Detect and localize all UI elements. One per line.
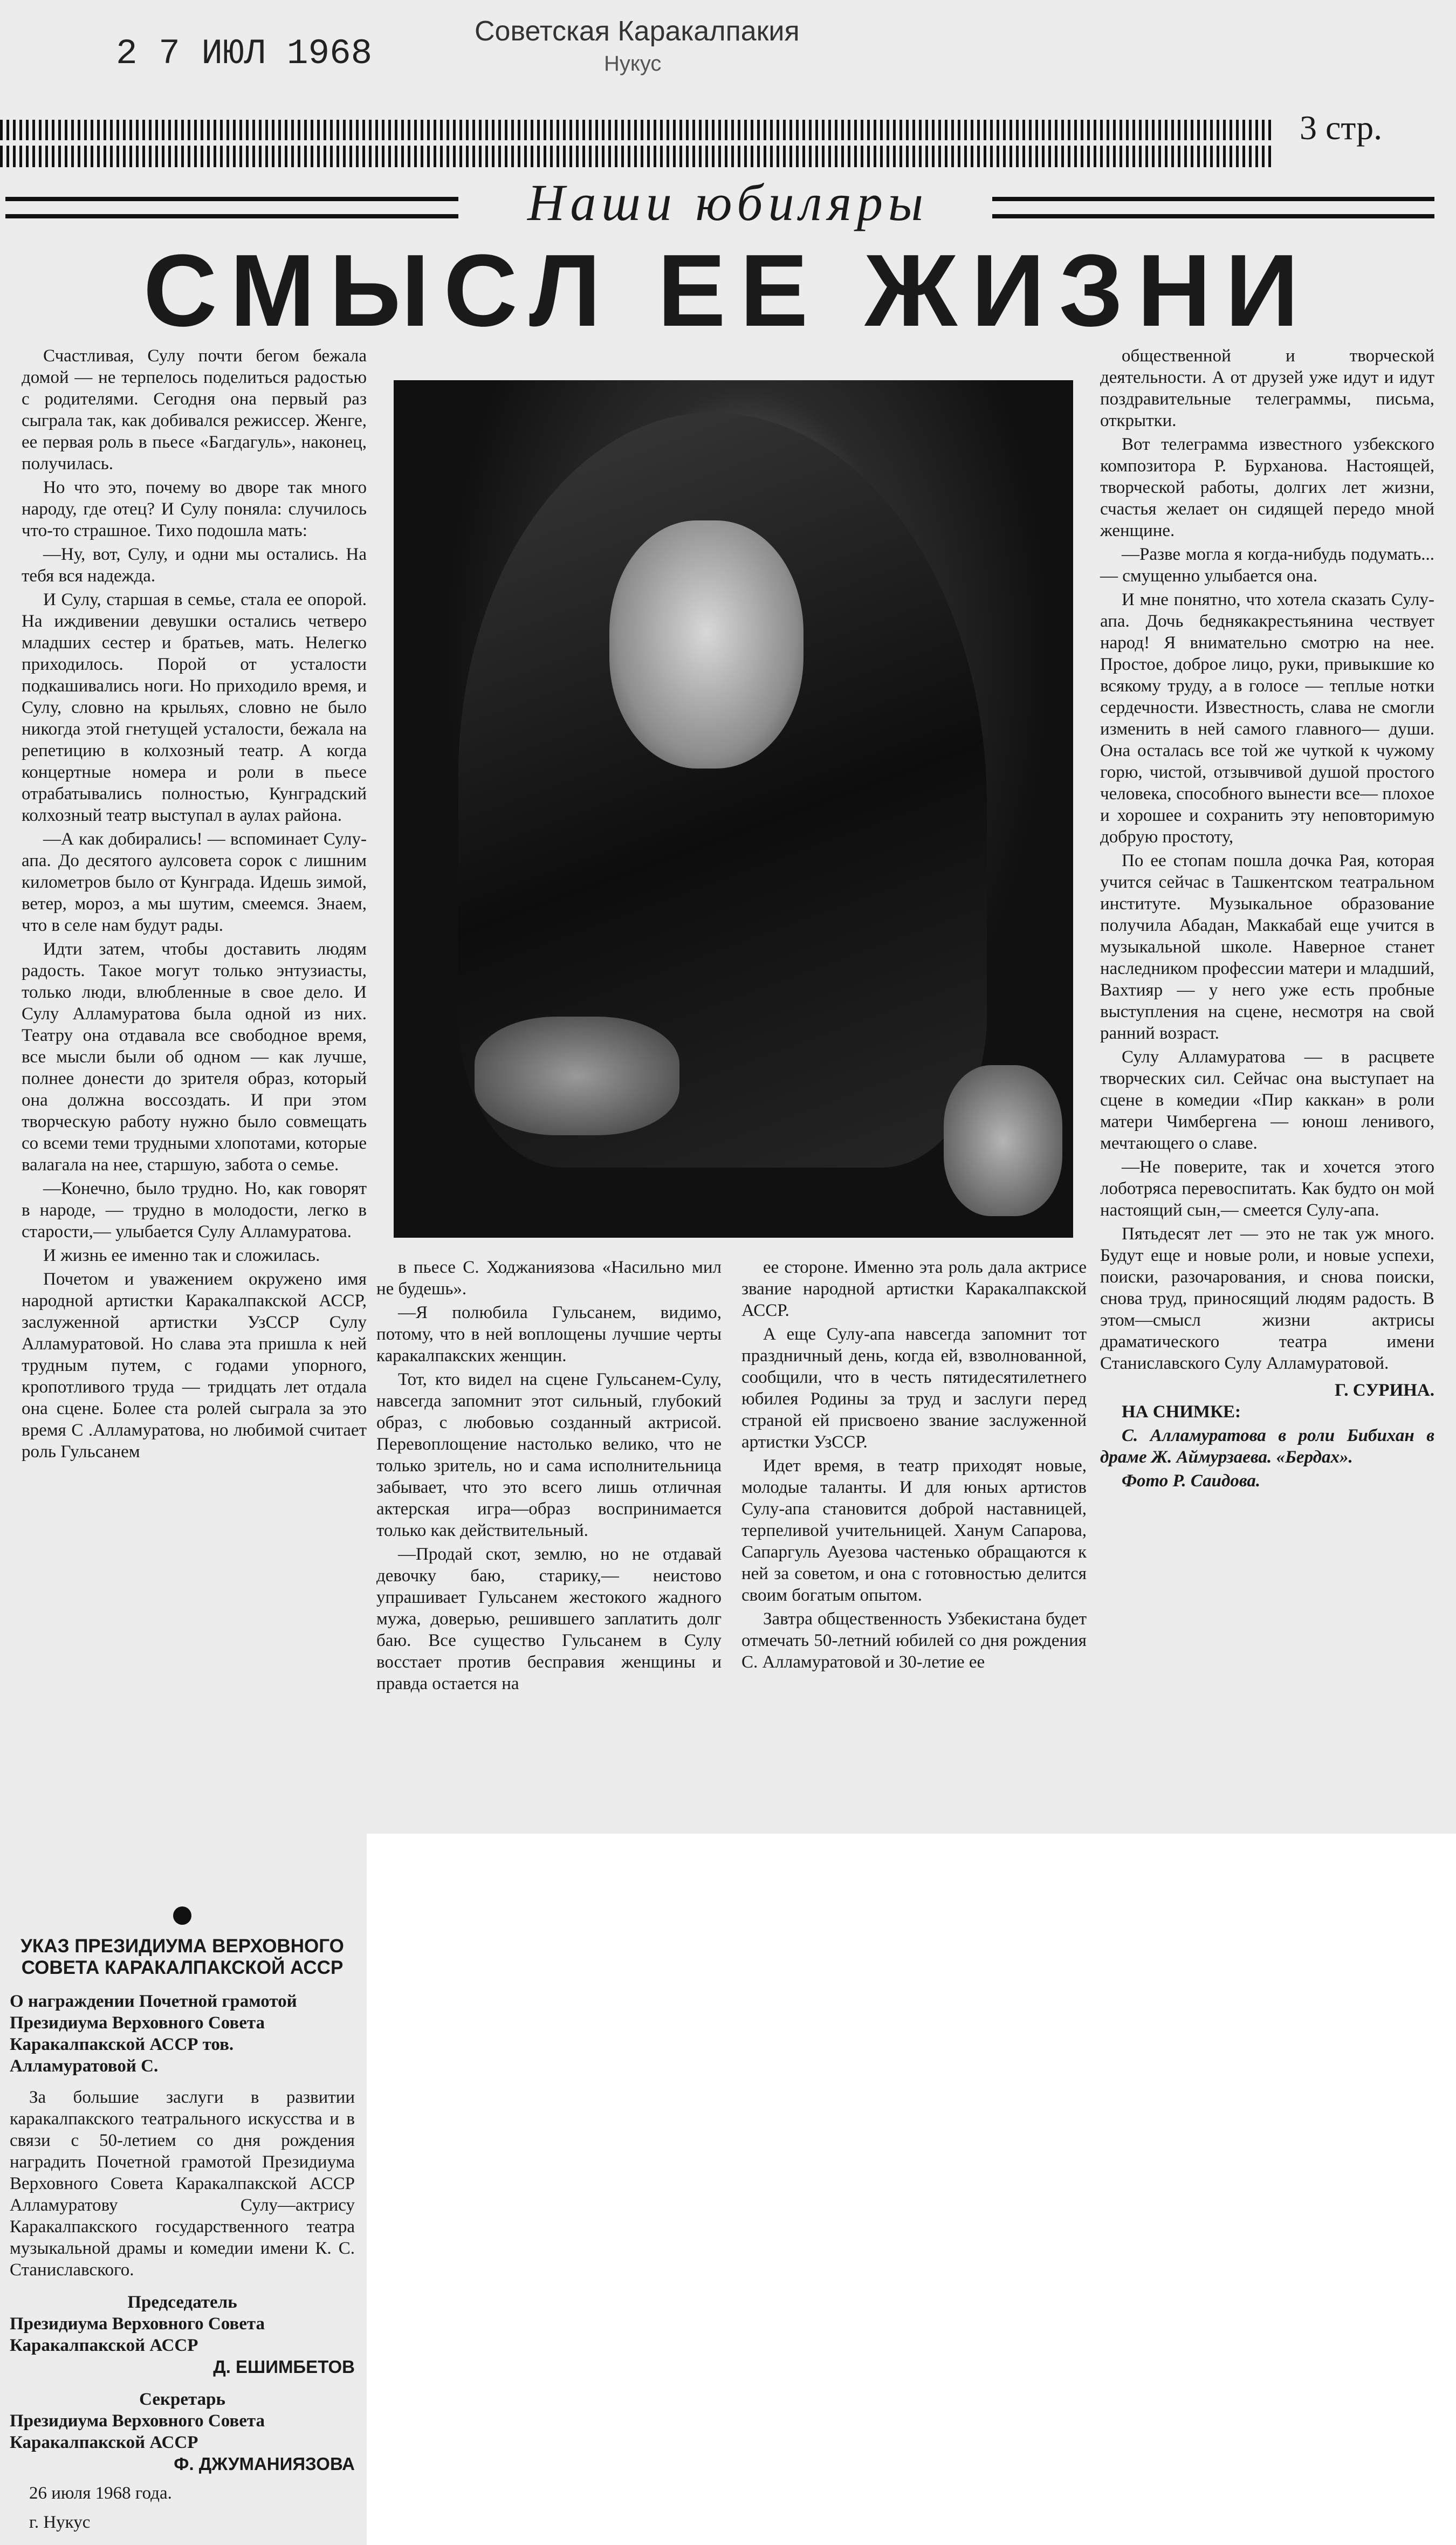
page-number: 3 стр. — [1300, 108, 1383, 147]
article-column-4 — [1100, 345, 1434, 1494]
paragraph: Идти затем, чтобы доставить людям радость. Такое могут только энтузиасты, только люди, влюбленные в свое дело. И Сулу Алламуратова была одной из них. Театру она отдавала все свободное время, все мысли были об одном — как лучше, полнее донести до зрителя образ, который она должна воссоздать. И при этом творческую работу нужно было совмещать со всеми теми трудными хлопотами, которые валагала на нее, старшую, забота о семье. — [22, 939, 367, 1175]
paragraph: Идет время, в театр приходят новые, молодые таланты. И для юных артистов Сулу-апа становится доброй наставницей, терпеливой учительницей. Ханум Сапарова, Сапаргуль Ауезова частенько обращаются к ней за советом, и она с готовностью делится своим богатым опытом. — [741, 1456, 1087, 1605]
article-column-1 — [22, 345, 367, 1465]
paragraph: По ее стопам пошла дочка Рая, которая учится сейчас в Ташкентском театральном институте. Музыкальное образование получила Абадан, Маккабай еще учится в музыкальной школе. Наверное станет наследником профессии матери и младший, Вахтияр — у него уже есть пробные выступления на сцене, несмотря на свой ранний возраст. — [1100, 851, 1434, 1043]
secretary-name: Ф. ДЖУМАНИЯЗОВА — [174, 2454, 355, 2474]
paragraph: Но что это, почему во дворе так много народу, где отец? И Сулу поняла: случилось что-то страшное. Тихо подошла мать: — [22, 478, 367, 540]
paragraph: ее стороне. Именно эта роль дала актрисе звание народной артистки Каракалпакской АССР. — [741, 1258, 1087, 1320]
chair-organization: Президиума Верховного Совета Каракалпакской АССР — [10, 2314, 265, 2355]
chair-role: Председатель — [127, 2293, 237, 2312]
secretary-organization: Президиума Верховного Совета Каракалпакской АССР — [10, 2411, 265, 2452]
newspaper-name-stamp: Советская Каракалпакия — [475, 16, 800, 47]
paragraph: —А как добирались! — вспоминает Сулу-апа. До десятого аулсовета сорок с лишним километров было от Кунграда. Идешь зимой, ветер, мороз, а мы шутим, смеемся. Знаем, что в селе нам будут рады. — [22, 829, 367, 935]
decree-body: За большие заслуги в развитии каракалпакского театрального искусства и в связи с 50-летием со дня рождения наградить Почетной грамотой Президиума Верховного Совета Каракалпакской АССР Алламуратову Сулу—актрису Каракалпакского государственного театра музыкальной драмы и комедии имени К. С. Станиславского. — [10, 2088, 355, 2280]
hand-shape-right — [944, 1065, 1062, 1216]
bullet-dot — [173, 1906, 191, 1925]
paragraph: Завтра общественность Узбекистана будет отмечать 50-летний юбилей со дня рождения С. Алламуратовой и 30-летие ее — [741, 1609, 1087, 1672]
decree-title: УКАЗ ПРЕЗИДИУМА ВЕРХОВНОГО СОВЕТА КАРАКАЛПАКСКОЙ АССР — [20, 1936, 344, 1978]
photo-caption: С. Алламуратова в роли Бибихан в драме Ж. Аймурзаева. «Бердах». — [1100, 1426, 1434, 1467]
rubric-rule-right — [992, 197, 1434, 218]
paragraph: Счастливая, Сулу почти бегом бежала домой — не терпелось поделиться радостью с родителями. Сегодня она первый раз сыграла так, как добивался режиссер. Женге, ее первая роль в пьесе «Багдагуль», наконец, получилась. — [22, 346, 367, 474]
article-column-3 — [741, 1257, 1087, 1675]
paragraph: Сулу Алламуратова — в расцвете творческих сил. Сейчас она выступает на сцене в комедии «Пир каккан» в роли матери Чимбергена — юнош ленивого, мечтающего о славе. — [1100, 1047, 1434, 1153]
masthead-rule — [0, 120, 1273, 167]
paragraph: И Сулу, старшая в семье, стала ее опорой. На иждивении девушки остались четверо младших сестер и братьев, мать. Нелегко приходилось. Порой от усталости подкашивались ноги. Но приходило время, и Сулу, словно на крыльях, словно не было никогда этой гнетущей усталости, бежала на репетицию в колхозный театр. А когда концертные номера и роли в пьесе отрабатывались полностью, Кунградский колхозный театр выступал в аулах района. — [22, 590, 367, 825]
rubric-rule-left — [5, 197, 458, 218]
paragraph: И мне понятно, что хотела сказать Сулу-апа. Дочь беднякакрестьянина чествует народ! Я внимательно смотрю на нее. Простое, доброе лицо, руки, привыкшие ко всякому труду, а в голосе — теплые нотки сердечности. Известность, слава не смогли изменить в ней самого главного— души. Она осталась все той же чуткой к чужому горю, чистой, отзывчивой душой простого человека, способного вынести все— плохое и хорошее и сохранить эту неповторимую добрую простоту, — [1100, 590, 1434, 847]
hand-shape-left — [475, 1017, 679, 1135]
paragraph: Вот телеграмма известного узбекского композитора Р. Бурханова. Настоящей, творческой работы, долгих лет жизни, счастья желает он сидящей передо мной женщине. — [1100, 435, 1434, 540]
face-shape — [609, 520, 803, 769]
photo-credit: Фото Р. Саидова. — [1122, 1471, 1261, 1491]
paragraph: —Конечно, было трудно. Но, как говорят в народе, — трудно в молодости, легко в старости,— улыбается Сулу Алламуратова. — [22, 1179, 367, 1241]
author-signature: Г. СУРИНА. — [1335, 1381, 1434, 1400]
paragraph: —Не поверите, так и хочется этого лоботряса перевоспитать. Как будто он мой настоящий сын,— смеется Сулу-апа. — [1100, 1157, 1434, 1220]
actress-photo — [394, 380, 1073, 1238]
secretary-role: Секретарь — [139, 2390, 225, 2409]
paragraph: —Продай скот, землю, но не отдавай девочку баю, старику,— неистово упрашивает Гульсанем жестокого жадного мужа, доверью, решившего заплатить долг баю. Все существо Гульсанем в Сулу восстает против бесправия женщины и правда остается на — [376, 1545, 722, 1693]
city-stamp: Нукус — [604, 52, 662, 76]
decree — [10, 1906, 355, 2533]
paragraph: —Ну, вот, Сулу, и одни мы остались. На тебя вся надежда. — [22, 545, 367, 586]
date-stamp: 2 7 ИЮЛ 1968 — [116, 33, 373, 74]
paragraph: в пьесе С. Ходжаниязова «Насильно мил не будешь». — [376, 1258, 722, 1299]
decree-place: г. Нукус — [29, 2513, 91, 2532]
rubric: Наши юбиляры — [527, 174, 929, 231]
decree-date: 26 июля 1968 года. — [29, 2484, 172, 2503]
headline: СМЫСЛ ЕЕ ЖИЗНИ — [143, 234, 1313, 348]
photo-caption-heading: НА СНИМКЕ: — [1122, 1402, 1241, 1422]
decree-subtitle: О награждении Почетной грамотой Президиума Верховного Совета Каракалпакской АССР тов. Алламуратовой С. — [10, 1992, 297, 2076]
paragraph: И жизнь ее именно так и сложилась. — [43, 1246, 320, 1265]
paragraph: Почетом и уважением окружено имя народной артистки Каракалпакской АССР, заслуженной артистки УзССР Сулу Алламуратовой. Но слава эта пришла к ней трудным путем, с годами упорного, кропотливого труда — тридцать лет отдала она сцене. Более ста ролей сыграла за это время С .Алламуратова, но любимой считает роль Гульсанем — [22, 1270, 367, 1462]
paragraph: Пятьдесят лет — это не так уж много. Будут еще и новые роли, и новые успехи, поиски, разочарования, и снова поиски, снова труд, приносящий людям радость. В этом—смысл жизни актрисы драматического театра имени Станиславского Сулу Алламуратовой. — [1100, 1224, 1434, 1373]
paragraph: общественной и творческой деятельности. А от друзей уже идут и идут поздравительные телеграммы, письма, открытки. — [1100, 346, 1434, 430]
paragraph: —Разве могла я когда-нибудь подумать...— смущенно улыбается она. — [1100, 545, 1434, 586]
paragraph: А еще Сулу-апа навсегда запомнит тот праздничный день, когда ей, взволнованной, сообщили, что в честь пятидесятилетнего юбилея Родины за труд и заслуги перед страной ей присвоено звание заслуженной артистки УзССР. — [741, 1325, 1087, 1452]
chair-name: Д. ЕШИМБЕТОВ — [213, 2357, 355, 2377]
article-column-2 — [376, 1257, 722, 1697]
paragraph: —Я полюбила Гульсанем, видимо, потому, что в ней воплощены лучшие черты каракалпакских женщин. — [376, 1303, 722, 1366]
paragraph: Тот, кто видел на сцене Гульсанем-Сулу, навсегда запомнит этот сильный, глубокий образ, с любовью созданный актрисой. Перевоплощение настолько велико, что не только зритель, но и сама исполнительница забывает, что это всего лишь отличная актерская игра—образ воспринимается только как действительный. — [376, 1370, 722, 1540]
